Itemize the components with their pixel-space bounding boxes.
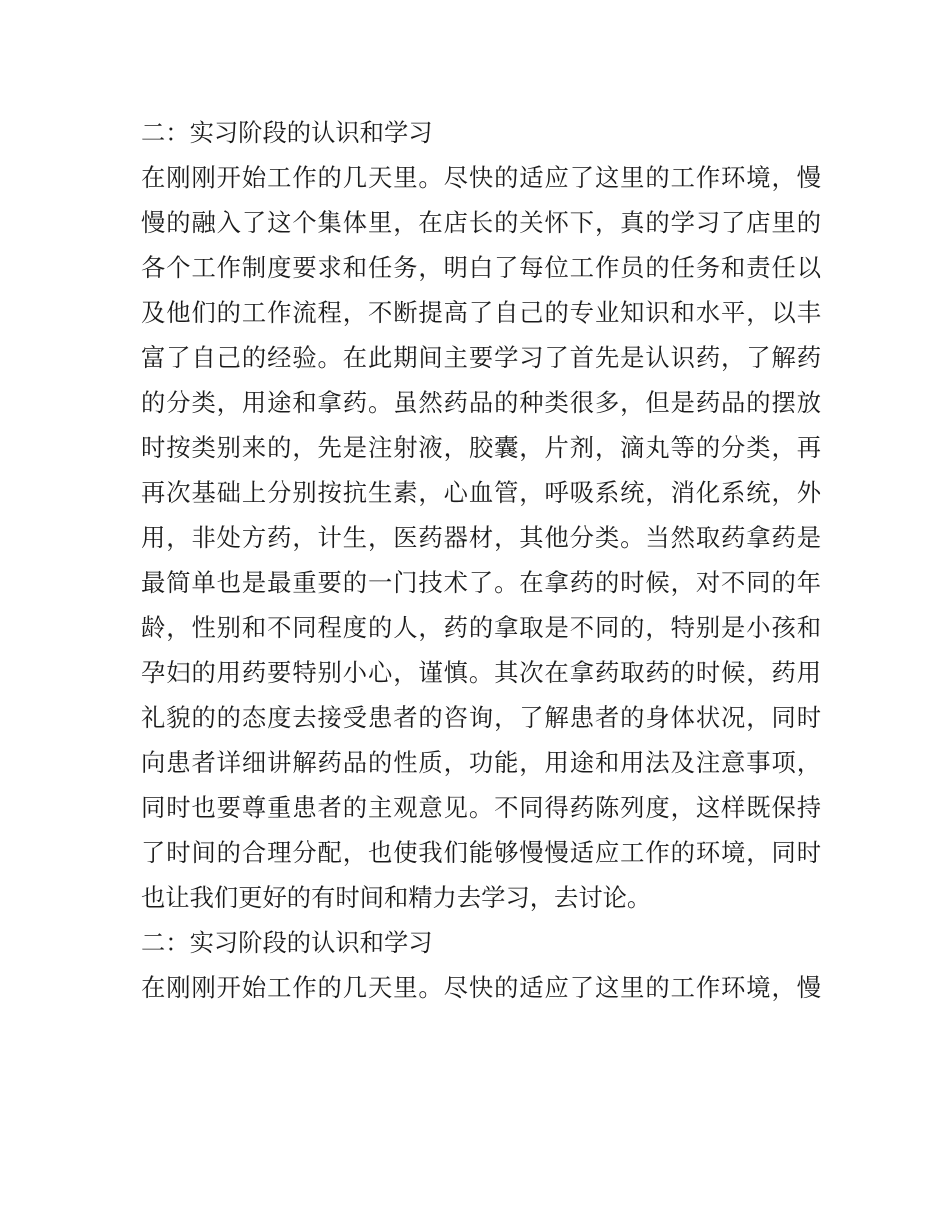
paragraph-line: 富了自己的经验。在此期间主要学习了首先是认识药，了解药 bbox=[141, 343, 821, 372]
paragraph-line: 在刚刚开始工作的几天里。尽快的适应了这里的工作环境，慢 bbox=[141, 163, 821, 192]
paragraph-line: 向患者详细讲解药品的性质，功能，用途和用法及注意事项， bbox=[141, 748, 821, 777]
paragraph-line: 各个工作制度要求和任务，明白了每位工作员的任务和责任以 bbox=[141, 253, 821, 282]
paragraph-line: 的分类，用途和拿药。虽然药品的种类很多，但是药品的摆放 bbox=[141, 388, 821, 417]
paragraph-line: 孕妇的用药要特别小心，谨慎。其次在拿药取药的时候，药用 bbox=[141, 658, 821, 687]
section-heading: 二：实习阶段的认识和学习 bbox=[141, 928, 433, 957]
paragraph-line: 慢的融入了这个集体里，在店长的关怀下，真的学习了店里的 bbox=[141, 208, 821, 237]
paragraph-line: 最简单也是最重要的一门技术了。在拿药的时候，对不同的年 bbox=[141, 568, 821, 597]
paragraph-line: 再次基础上分别按抗生素，心血管，呼吸系统，消化系统，外 bbox=[141, 478, 821, 507]
paragraph-line: 用，非处方药，计生，医药器材，其他分类。当然取药拿药是 bbox=[141, 523, 821, 552]
paragraph-line: 在刚刚开始工作的几天里。尽快的适应了这里的工作环境，慢 bbox=[141, 973, 821, 1002]
paragraph-line: 时按类别来的，先是注射液，胶囊，片剂，滴丸等的分类，再 bbox=[141, 433, 821, 462]
section-heading: 二：实习阶段的认识和学习 bbox=[141, 118, 433, 147]
document-body bbox=[141, 110, 821, 1010]
paragraph-line: 礼貌的的态度去接受患者的咨询，了解患者的身体状况，同时 bbox=[141, 703, 821, 732]
paragraph-line: 及他们的工作流程，不断提高了自己的专业知识和水平，以丰 bbox=[141, 298, 821, 327]
paragraph-line: 同时也要尊重患者的主观意见。不同得药陈列度，这样既保持 bbox=[141, 793, 821, 822]
paragraph-line: 龄，性别和不同程度的人，药的拿取是不同的，特别是小孩和 bbox=[141, 613, 821, 642]
paragraph-line-last: 也让我们更好的有时间和精力去学习，去讨论。 bbox=[141, 883, 652, 912]
paragraph-line: 了时间的合理分配，也使我们能够慢慢适应工作的环境，同时 bbox=[141, 838, 821, 867]
